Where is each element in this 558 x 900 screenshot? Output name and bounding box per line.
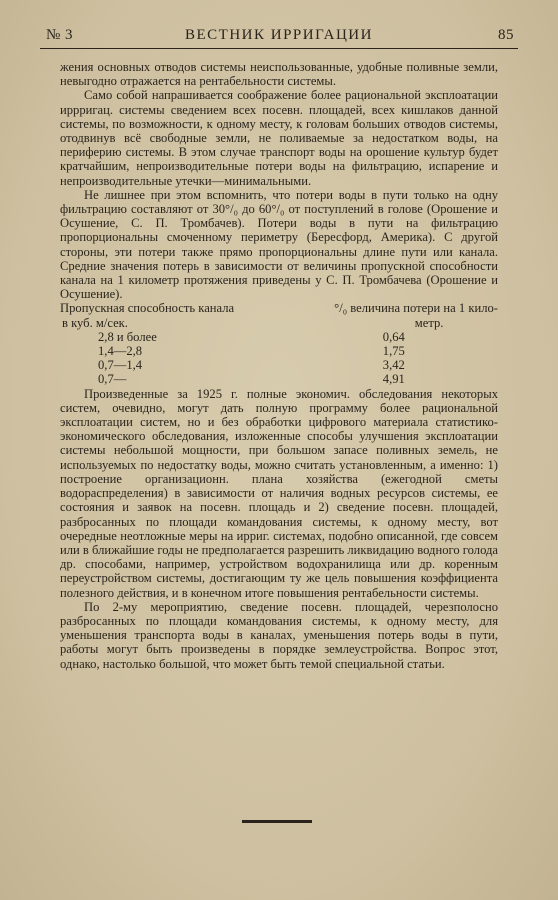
issue-number: № 3 [46, 27, 74, 43]
capacity-cell: 2,8 и более [98, 329, 157, 344]
paragraph-continuation: жения основных отводов системы неиспользованные, удобные поливные земли, невыгодно отражается на рентабельности системы. [60, 60, 498, 89]
paragraph: Само собой напрашивается соображение более рациональной эксплоатации иррригац. системы сведением всех посевн. площадей, всех кишлаков данной системы, по возможности, к одному месту, к головам больших отводов системы, отодвинув всё свободные земли, не поливаемые за недостатком воды, на периферию системы. В этом случае транспорт воды на орошение культур будет кратчайшим, непроизводительные потери воды на фильтрацию, испарение и непроизводительные утечки—минимальными. [60, 88, 498, 188]
capacity-cell: 0,7—1,4 [98, 358, 143, 373]
table-header-row [60, 316, 498, 330]
loss-cell: 1,75 [382, 344, 405, 359]
journal-title: ВЕСТНИК ИРРИГАЦИИ [185, 27, 373, 43]
table-header-row [60, 301, 498, 315]
loss-cell: 0,64 [382, 329, 405, 344]
capacity-cell: 0,7— [98, 372, 127, 387]
paragraph: Не лишнее при этом вспомнить, что потери воды в пути только на одну фильтрацию составляют от 30°/₀ до 60°/₀ от поступлений в голове (Орошение и Осушение, С. П. Тромбачев). Потери воды в пути на фильтрацию пропорциональны смоченному периметру (Бересфорд, Америка). С другой стороны, эти потери также прямо пропорциональны длине пути или канала. Средние значения потерь в зависимости от величины пропускной способности канала на 1 километр протяжения приведены у С. П. Тромбачева (Орошение и Осушение). [60, 187, 498, 302]
table-row [60, 330, 498, 344]
header-capacity: Пропускная способность канала [60, 301, 235, 316]
header-loss-unit: метр. [414, 315, 444, 330]
paragraph: По 2-му мероприятию, сведение посевн. площадей, черезполосно разбросанных по площади командования системы, к одному месту, для уменьшения транспорта воды в каналах, уменьшения потерь воды в пути, работы могут быть произведены в порядке землеустройства. Вопрос этот, однако, настолько большой, что может быть темой специальной статьи. [60, 599, 498, 671]
loss-cell: 4,91 [382, 372, 405, 387]
article-body [60, 60, 498, 671]
paragraph: Произведенные за 1925 г. полные экономич. обследования некоторых систем, очевидно, могут дать полную программу более рациональной эксплоатации систем, но и без обработки цифрового материала статистико-экономического обследования, изложенные способы улучшения эксплоатации системы небольшой мощности, при большом запасе поливных земель, не используемых по недостатку воды, можно считать установленным, а именно: 1) построение организационн. плана хозяйства (ежегодной сметы водораспределения) в зависимости от наличия водных ресурсов системы, ее состояния и заявок на посевн. площадь и 2) сведение посевн. площадей, разбросанных по площади командования системы, к одному месту, вот очередные неотложные меры на ирриг. системах, подобно описанной, где совсем или в ближайшие годы не предполагается разрешить ликвидацию водного голода др. способами, например, устройством водохранилища или др. коренным переустройством системы, достигающим ту же цель повышения коэффициента полезного действия, и в конечном итоге повышения рентабельности системы. [60, 386, 498, 600]
header-loss: °/₀ величина потери на 1 кило- [334, 301, 498, 316]
table-row [60, 358, 498, 372]
page-number: 85 [498, 27, 514, 43]
table-row [60, 344, 498, 358]
table-row [60, 372, 498, 386]
loss-cell: 3,42 [382, 358, 405, 373]
loss-table [60, 301, 498, 386]
header-capacity-unit: в куб. м/сек. [62, 315, 128, 330]
running-header [40, 22, 518, 49]
capacity-cell: 1,4—2,8 [98, 344, 143, 359]
end-rule [242, 820, 312, 823]
